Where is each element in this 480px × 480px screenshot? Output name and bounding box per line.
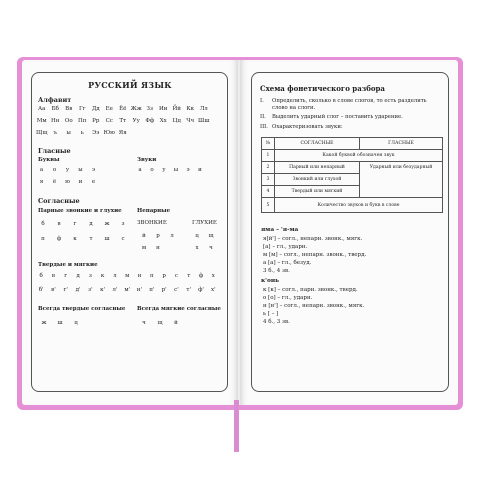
letter: Ии: [159, 106, 168, 112]
letter: й: [142, 233, 146, 239]
letter: ш: [57, 320, 63, 326]
consonants-heading: Согласные: [38, 197, 80, 205]
letter: а: [39, 167, 44, 173]
letter: Сс: [105, 118, 113, 124]
example-summary: 4 б., 3 зв.: [263, 319, 290, 325]
step-1: I. Определить, сколько в слове слогов, то есть разделить слово на слоги.: [260, 98, 427, 111]
letter: р: [162, 273, 166, 279]
alphabet-heading: Алфавит: [38, 96, 72, 104]
letter: п: [41, 236, 45, 242]
example-line: а [а] – гл., безуд.: [263, 260, 312, 266]
letters-label: Буквы: [38, 157, 60, 163]
unpaired-heading: Непарные: [137, 208, 171, 214]
letter: ц: [74, 320, 78, 326]
example-line: к [к] – согл., парн. звонк., тверд.: [263, 287, 358, 293]
letter: Уу: [132, 118, 140, 124]
letter: з: [121, 221, 125, 227]
bookmark-ribbon[interactable]: [234, 400, 239, 452]
letter: ю: [65, 179, 70, 185]
letter: т': [186, 287, 191, 293]
step-3: III. Охарактеризовать звуки:: [260, 124, 343, 130]
letter: ч: [209, 245, 213, 251]
letter: Цц: [172, 118, 181, 124]
letter: р: [156, 233, 160, 239]
letter: а: [138, 167, 142, 173]
col-vowels: ГЛАСНЫЕ: [360, 138, 443, 150]
unpaired-voiced-row: [137, 233, 179, 239]
example-word: яма – 'я-ма: [261, 227, 299, 233]
hard-soft-heading: Твердые и мягкие: [38, 262, 98, 268]
example-word: к'онь: [261, 278, 280, 284]
letter: Ээ: [92, 130, 100, 136]
letter: я: [39, 179, 44, 185]
letter: с: [174, 273, 178, 279]
letter: к': [100, 287, 106, 293]
letter: ф': [198, 287, 204, 293]
letter: у: [162, 167, 166, 173]
letter: ъ: [53, 130, 57, 136]
voiced-label: ЗВОНКИЕ: [137, 220, 167, 226]
example-line: о [о] – гл., ударн.: [263, 295, 313, 301]
letter: л': [112, 287, 118, 293]
hard-row: [35, 273, 219, 279]
unpaired-voiceless-row: [190, 245, 218, 251]
vowels-heading: Гласные: [38, 147, 71, 155]
letter: п': [149, 287, 155, 293]
letter: ф: [56, 236, 62, 242]
alphabet-row: [35, 118, 211, 124]
letter: д: [89, 221, 93, 227]
letter: ы: [78, 167, 83, 173]
letter: б: [41, 221, 45, 227]
letter: э: [91, 167, 96, 173]
example-line: н [н'] – согл., непарн. звонк., мягк.: [263, 303, 365, 309]
voiceless-label: ГЛУХИЕ: [192, 220, 217, 226]
example-line: ь [ – ]: [263, 311, 279, 317]
letter: щ: [157, 320, 163, 326]
letter: Бб: [51, 106, 59, 112]
paired-voiced-row: [35, 221, 131, 227]
letter: н: [156, 245, 160, 251]
always-soft-row: [136, 320, 184, 326]
letter: т: [89, 236, 93, 242]
letter: п: [149, 273, 154, 279]
phonetic-table: [261, 137, 443, 213]
letter: м: [141, 245, 147, 251]
letter: ч: [142, 320, 146, 326]
letter: ж: [41, 320, 47, 326]
letter: к: [100, 273, 105, 279]
letter: в: [57, 221, 61, 227]
letter: ц: [195, 233, 199, 239]
soft-row: [35, 287, 219, 293]
vowel-letter-row: [35, 167, 100, 173]
letter: м: [125, 273, 130, 279]
letter: г: [64, 273, 68, 279]
letter: Нн: [51, 118, 60, 124]
table-row: 5 Количество звуков и букв в слове: [262, 198, 443, 213]
letter: Фф: [145, 118, 155, 124]
letter: Жж: [130, 106, 142, 112]
letter: о: [150, 167, 154, 173]
letter: г': [63, 287, 68, 293]
letter: з': [88, 287, 93, 293]
letter: б': [38, 287, 44, 293]
letter: н: [137, 273, 142, 279]
letter: л: [113, 273, 117, 279]
letter: Зз: [146, 106, 153, 112]
table-row: 1 Какой буквой обозначен звук: [262, 150, 443, 162]
letter: о: [52, 167, 57, 173]
letter: Ёё: [119, 106, 127, 112]
letter: х: [211, 273, 215, 279]
step-2: II. Выделить ударный слог – поставить ударение.: [260, 114, 403, 120]
letter: Лл: [199, 106, 208, 112]
scheme-title: Схема фонетического разбора: [260, 84, 385, 93]
example-line: я[й'] – согл., непарн. звонк., мягк.: [263, 236, 363, 242]
letter: х: [195, 245, 199, 251]
paired-heading: Парные звонкие и глухие: [38, 208, 122, 214]
example-line: м [м] – согл., непарн. звонк., тверд.: [263, 252, 367, 258]
page-title: РУССКИЙ ЯЗЫК: [88, 80, 172, 90]
paired-voiceless-row: [35, 236, 131, 242]
letter: Шш: [198, 118, 210, 124]
sounds-label: Звуки: [137, 157, 157, 163]
letter: д: [76, 273, 80, 279]
letter: з: [88, 273, 92, 279]
letter: м': [124, 287, 131, 293]
unpaired-voiceless-row: [190, 233, 218, 239]
letter: Оо: [64, 118, 73, 124]
example-line: [а] – гл., ударн.: [263, 244, 308, 250]
letter: щ: [208, 233, 214, 239]
letter: Кк: [186, 106, 195, 112]
letter: ф: [198, 273, 204, 279]
letter: д': [75, 287, 81, 293]
letter: и: [78, 179, 83, 185]
letter: ж: [104, 221, 110, 227]
letter: Ее: [105, 106, 113, 112]
letter: в: [51, 273, 55, 279]
table-row: 4 Твердый или мягкий: [262, 186, 443, 198]
letter: Чч: [186, 118, 195, 124]
always-hard-heading: Всегда твердые согласные: [38, 306, 126, 312]
letter: Аа: [38, 106, 46, 112]
vowel-letter-row: [35, 179, 100, 185]
letter: с': [174, 287, 179, 293]
always-soft-heading: Всегда мягкие согласные: [137, 306, 221, 312]
letter: Дд: [91, 106, 100, 112]
table-row: 3 Звонкий или глухой: [262, 174, 443, 186]
unpaired-voiced-row: [137, 245, 165, 251]
letter: Юю: [103, 130, 115, 136]
letter: с: [121, 236, 125, 242]
letter: т: [187, 273, 191, 279]
letter: ш: [104, 236, 110, 242]
example-summary: 3 б., 4 зв.: [263, 268, 290, 274]
letter: х': [210, 287, 216, 293]
letter: Пп: [78, 118, 87, 124]
vowel-sound-row: [134, 167, 206, 173]
letter: Хх: [159, 118, 167, 124]
letter: в': [51, 287, 56, 293]
alphabet-row: [35, 130, 130, 136]
letter: у: [65, 167, 70, 173]
letter: Рр: [92, 118, 100, 124]
letter: Гг: [78, 106, 86, 112]
letter: э: [186, 167, 190, 173]
letter: ы: [173, 167, 179, 173]
letter: й: [174, 320, 178, 326]
letter: Мм: [36, 118, 47, 124]
letter: н': [136, 287, 143, 293]
letter: б: [39, 273, 43, 279]
always-hard-row: [36, 320, 84, 326]
letter: ы: [66, 130, 71, 136]
letter: к: [73, 236, 77, 242]
letter: Щщ: [36, 130, 48, 136]
example-yama: [261, 227, 298, 233]
letter: Йй: [172, 106, 181, 112]
col-consonants: СОГЛАСНЫЕ: [275, 138, 360, 150]
letter: г: [73, 221, 77, 227]
letter: Вв: [65, 106, 73, 112]
col-number: №: [262, 138, 275, 150]
example-kon: [261, 278, 279, 284]
letter: ё: [52, 179, 57, 185]
alphabet-row: [35, 106, 211, 112]
table-header-row: [262, 138, 443, 150]
page-gutter: [237, 60, 241, 405]
letter: ь: [80, 130, 84, 136]
letter: Тт: [119, 118, 127, 124]
letter: Яя: [118, 130, 127, 136]
letter: л: [170, 233, 174, 239]
table-row: 2 Парный или непарный Ударный или безударный: [262, 162, 443, 174]
letter: е: [91, 179, 96, 185]
letter: и: [198, 167, 202, 173]
letter: р': [161, 287, 167, 293]
